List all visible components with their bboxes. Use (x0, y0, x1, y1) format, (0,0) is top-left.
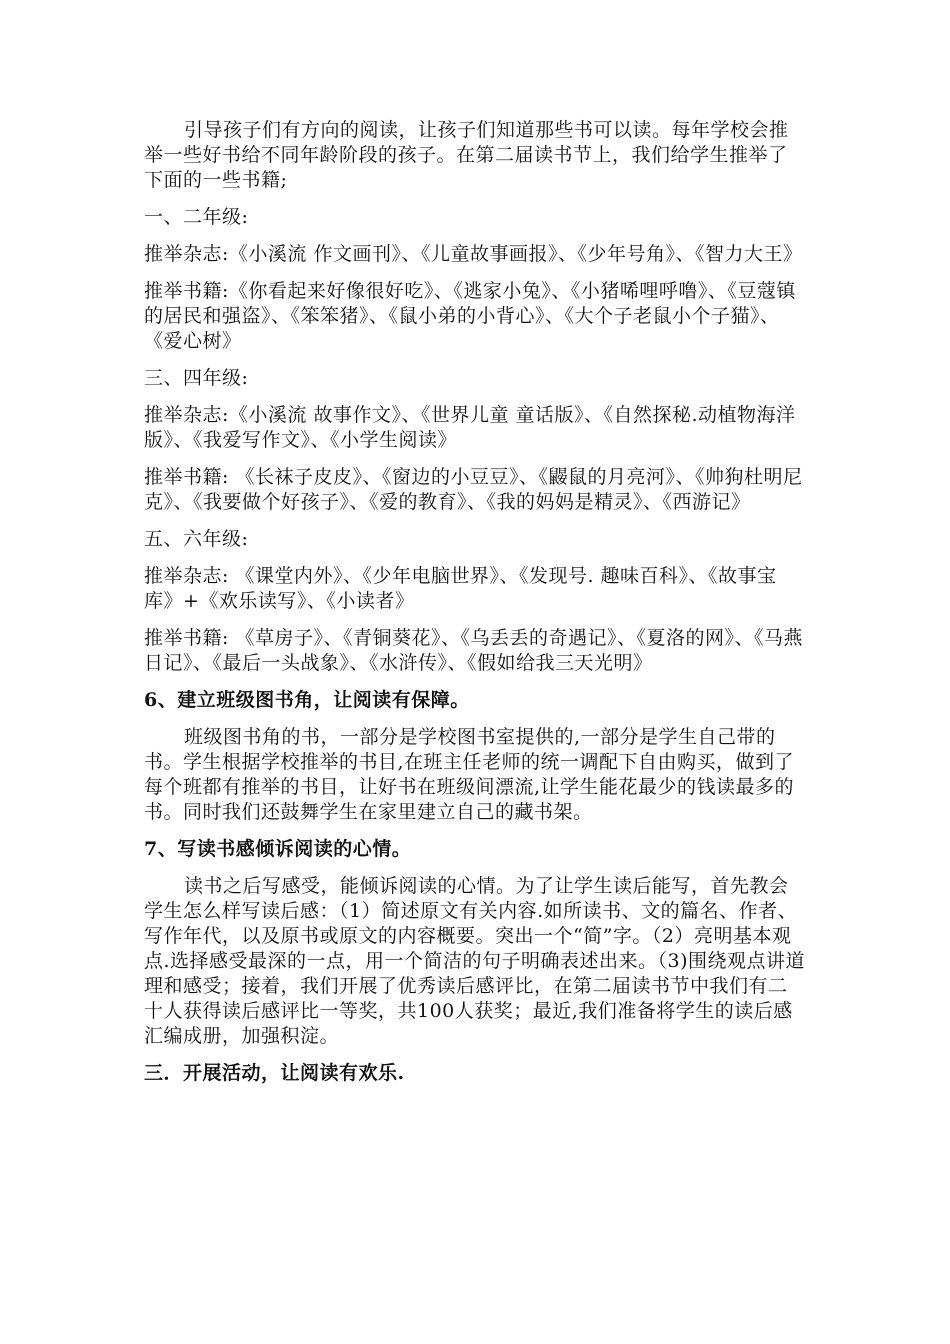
grade-block-1-2 (144, 205, 806, 354)
grade-block-5-6 (144, 527, 806, 676)
section-7-body: 读书之后写感受，能倾诉阅读的心情。为了让学生读后能写，首先教会学生怎么样写读后感：（1）简述原文有关内容.如所读书、文的篇名、作者、写作年代，以及原书或原文的内容概要。突出一个“简”字。（2）亮明基本观点.选择感受最深的一点，用一个简洁的句子明确表述出来。（3)围绕观点讲道理和感受；接着，我们开展了优秀读后感评比，在第二届读书节中我们有二十人获得读后感评比一等奖，共100人获奖；最近,我们准备将学生的读后感汇编成册，加强积淀。 (144, 875, 806, 1047)
recommended-magazines: 推举杂志:《小溪流 作文画刊》、《儿童故事画报》、《少年号角》、《智力大王》 (144, 243, 803, 265)
grade-title: 五、六年级: (144, 528, 249, 550)
grade-title: 一、二年级: (144, 206, 249, 228)
document-page (144, 118, 806, 1098)
intro-paragraph: 引导孩子们有方向的阅读，让孩子们知道那些书可以读。每年学校会推举一些好书给不同年龄阶段的孩子。在第二届读书节上，我们给学生推举了下面的一些书籍; (144, 119, 789, 191)
recommended-magazines: 推举杂志: 《课堂内外》、《少年电脑世界》、《发现号. 趣味百科》、《故事宝库》+《欢乐读写》、《小读者》 (144, 565, 777, 612)
section-6-heading: 6、建立班级图书角，让阅读有保障。 (144, 689, 470, 711)
section-6-body: 班级图书角的书，一部分是学校图书室提供的,一部分是学生自己带的书。学生根据学校推举的书目,在班主任老师的统一调配下自由购买，做到了每个班都有推举的书目，让好书在班级间漂流,让学生能花最少的钱读最多的书。同时我们还鼓舞学生在家里建立自己的藏书架。 (144, 726, 795, 823)
recommended-magazines: 推举杂志:《小溪流 故事作文》、《世界儿童 童话版》、《自然探秘.动植物海洋版》、《我爱写作文》、《小学生阅读》 (144, 404, 796, 451)
recommended-books: 推举书籍: 《长袜子皮皮》、《窗边的小豆豆》、《鼹鼠的月亮河》、《帅狗杜明尼克》、《我要做个好孩子》、《爱的教育》、《我的妈妈是精灵》、《西游记》 (144, 466, 803, 513)
grade-block-3-4 (144, 366, 806, 515)
section-7-heading: 7、写读书感倾诉阅读的心情。 (144, 838, 412, 860)
recommended-books: 推举书籍: 《草房子》、《青铜葵花》、《乌丢丢的奇遇记》、《夏洛的网》、《马燕日记》、《最后一头战象》、《水浒传》、《假如给我三天光明》 (144, 627, 803, 674)
recommended-books: 推举书籍:《你看起来好像很好吃》、《逃家小兔》、《小猪唏哩呼噜》、《豆蔻镇的居民和强盗》、《笨笨猪》、《鼠小弟的小背心》、《大个子老鼠小个子猫》、《爱心树》 (144, 280, 796, 352)
section-3-heading: 三．开展活动，让阅读有欢乐. (144, 1062, 405, 1084)
grade-title: 三、四年级: (144, 367, 249, 389)
